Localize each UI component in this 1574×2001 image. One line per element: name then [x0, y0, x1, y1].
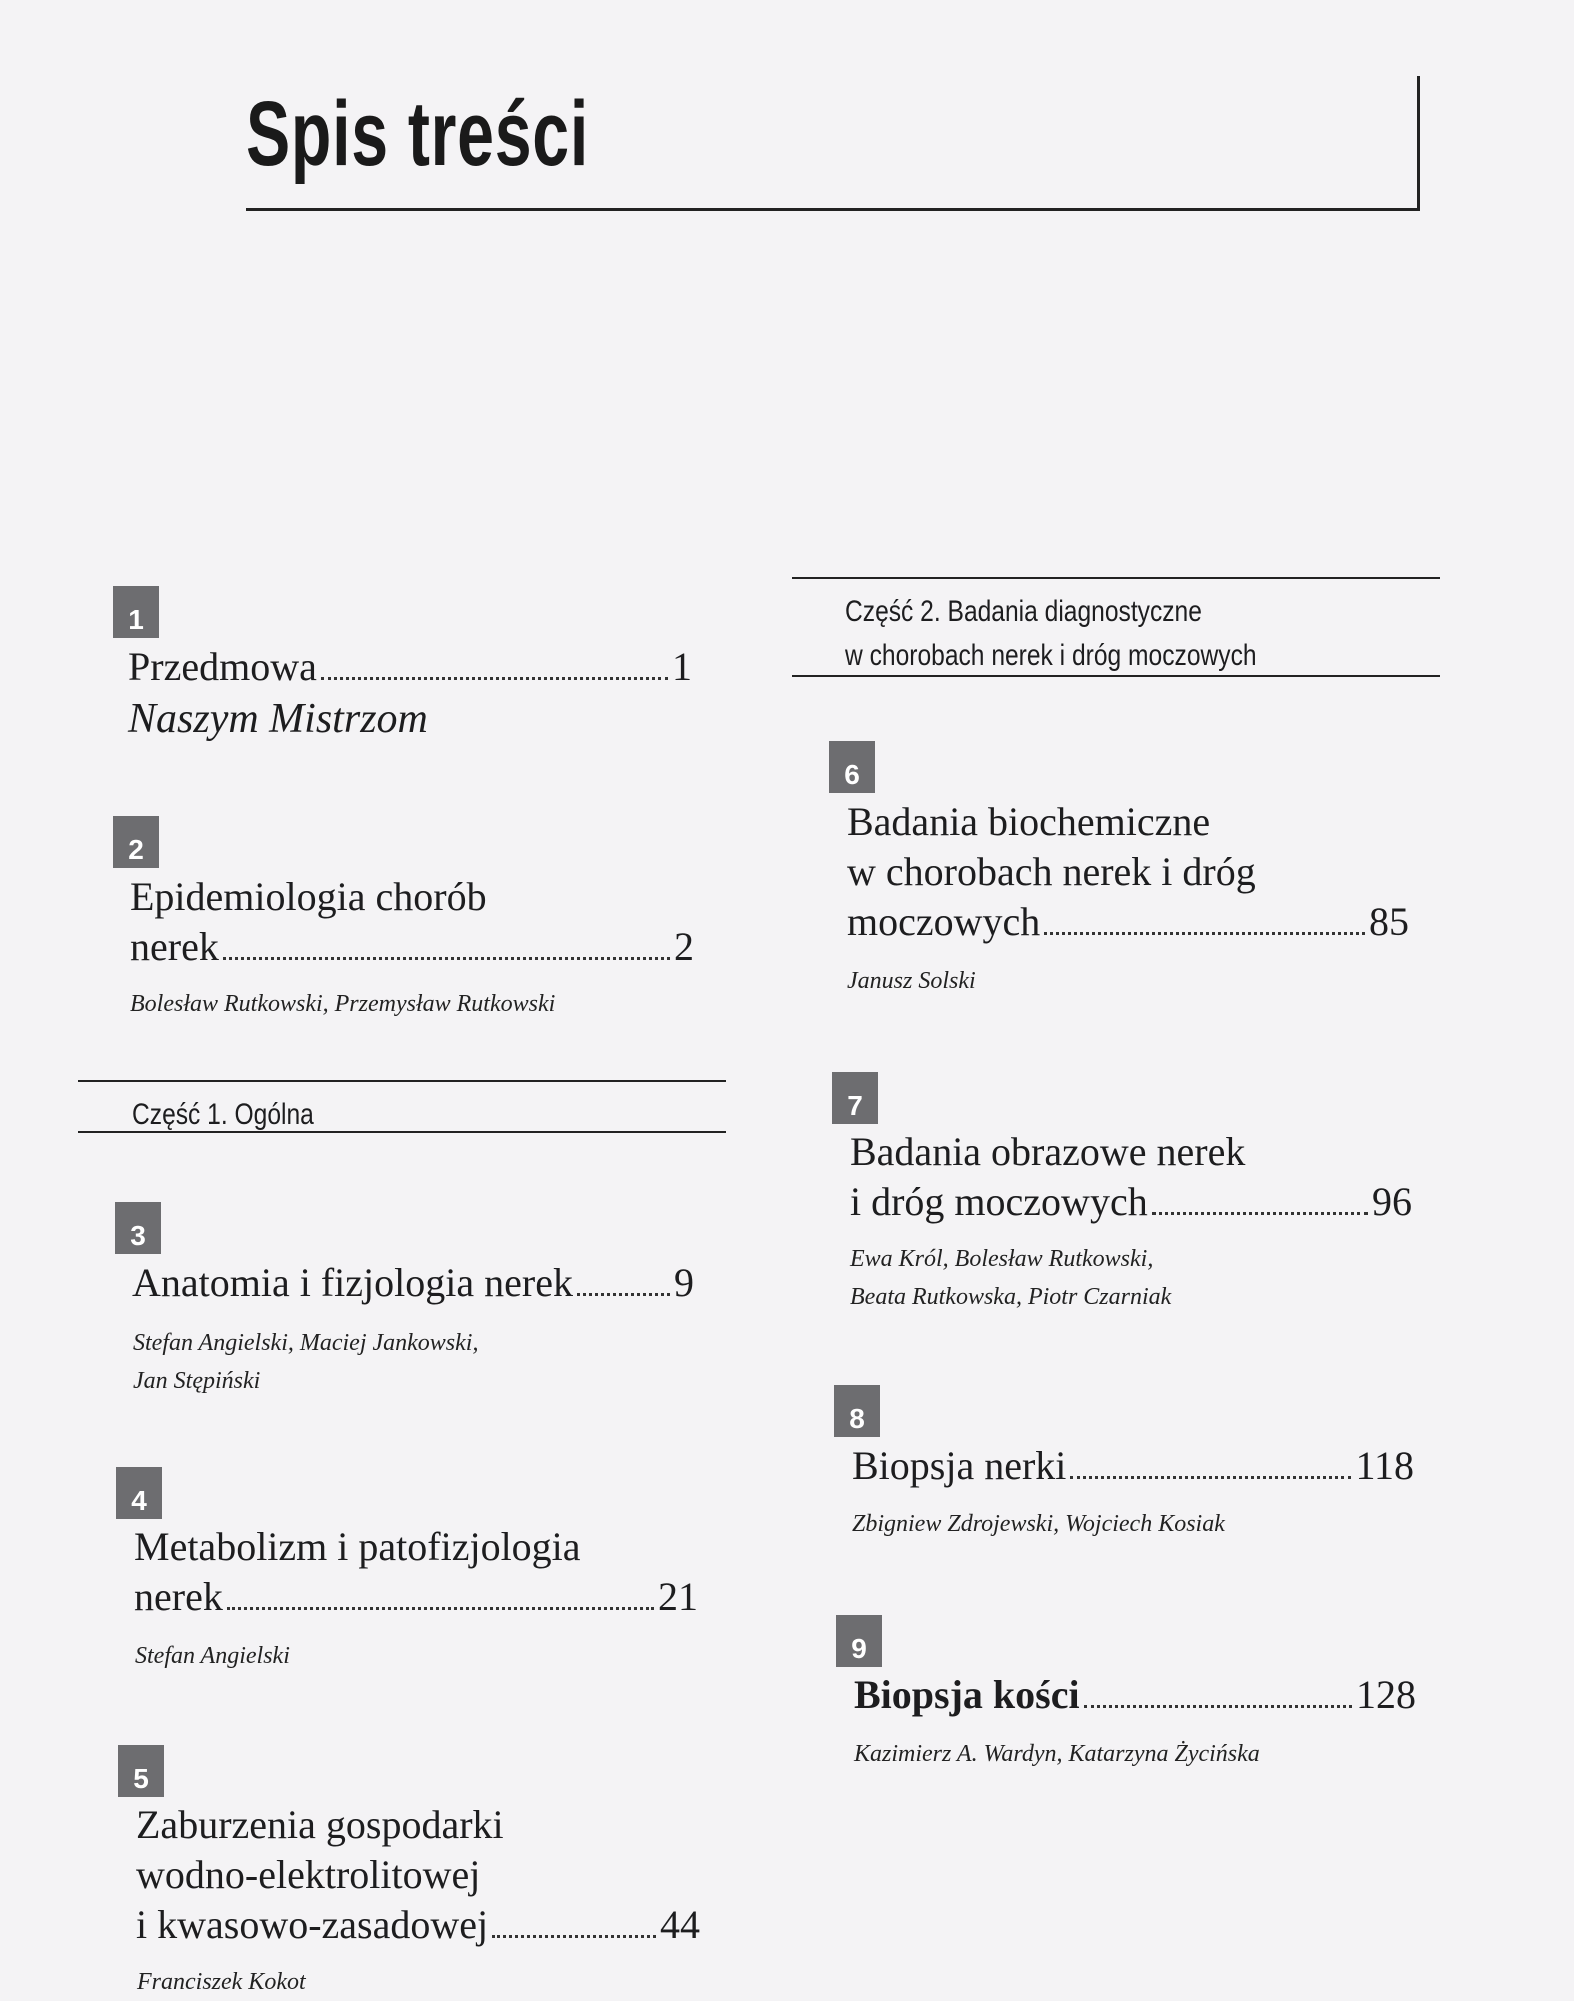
part-rule-bottom [78, 1131, 726, 1133]
chapter-title[interactable] [130, 872, 694, 972]
chapter-number-box: 5 [118, 1745, 164, 1797]
page-number: 118 [1355, 1443, 1414, 1488]
dot-leader [321, 677, 668, 680]
part-rule-top [792, 577, 1440, 579]
chapter-title-line: nerek [134, 1574, 223, 1619]
chapter-title[interactable] [132, 1258, 694, 1308]
dot-leader [1044, 932, 1365, 935]
chapter-title-line: i kwasowo-zasadowej [136, 1902, 489, 1947]
page-number: 85 [1369, 899, 1409, 944]
dot-leader [227, 1607, 654, 1610]
part-heading: Część 2. Badania diagnostyczne w chorobach nerek i dróg moczowych [845, 595, 1257, 672]
chapter-title-line: Metabolizm i patofizjologia [134, 1524, 581, 1569]
chapter-title-line: Badania obrazowe nerek [850, 1129, 1246, 1174]
chapter-title-line: Biopsja kości [854, 1672, 1080, 1717]
page-number: 44 [660, 1902, 700, 1947]
chapter-number-box: 9 [836, 1615, 882, 1667]
chapter-title[interactable] [128, 642, 692, 692]
chapter-title[interactable] [852, 1441, 1414, 1491]
dot-leader [223, 957, 670, 960]
chapter-title-line: nerek [130, 924, 219, 969]
chapter-authors: Janusz Solski [847, 968, 976, 994]
chapter-number-box: 6 [829, 741, 875, 793]
part-rule-top [78, 1080, 726, 1082]
chapter-title[interactable] [136, 1800, 700, 1950]
chapter-number-box: 8 [834, 1385, 880, 1437]
page-number: 2 [674, 924, 694, 969]
page-number: 9 [674, 1260, 694, 1305]
chapter-authors: Stefan Angielski, Maciej Jankowski, Jan Stępiński [133, 1330, 479, 1394]
chapter-authors: Bolesław Rutkowski, Przemysław Rutkowski [130, 991, 556, 1017]
dot-leader [1084, 1705, 1352, 1708]
title-vertical-rule [1417, 76, 1420, 211]
chapter-authors: Kazimierz A. Wardyn, Katarzyna Życińska [854, 1741, 1260, 1767]
title-underline [246, 208, 1420, 211]
chapter-title-line: Epidemiologia chorób [130, 874, 487, 919]
dot-leader [577, 1293, 670, 1296]
chapter-title-line: i dróg moczowych [850, 1179, 1148, 1224]
page-number: 21 [658, 1574, 698, 1619]
page-title: Spis treści [246, 83, 589, 185]
part-rule-bottom [792, 675, 1440, 677]
chapter-authors: Ewa Król, Bolesław Rutkowski, Beata Rutkowska, Piotr Czarniak [850, 1246, 1172, 1310]
chapter-title-line: Anatomia i fizjologia nerek [132, 1260, 573, 1305]
chapter-title[interactable] [847, 797, 1409, 947]
chapter-number-box: 2 [113, 816, 159, 868]
page-number: 128 [1356, 1672, 1416, 1717]
dot-leader [492, 1935, 656, 1938]
chapter-number-box: 3 [115, 1202, 161, 1254]
chapter-number-box: 1 [113, 586, 159, 638]
dot-leader [1152, 1212, 1368, 1215]
chapter-title[interactable] [134, 1522, 698, 1622]
chapter-number-box: 7 [832, 1072, 878, 1124]
chapter-subtitle: Naszym Mistrzom [128, 696, 428, 742]
chapter-title-line: Zaburzenia gospodarki [136, 1802, 504, 1847]
chapter-title[interactable] [850, 1127, 1412, 1227]
chapter-title-line: Biopsja nerki [852, 1443, 1067, 1488]
chapter-authors: Franciszek Kokot [137, 1969, 306, 1995]
chapter-title[interactable] [854, 1670, 1416, 1720]
chapter-title-line: w chorobach nerek i dróg [847, 849, 1256, 894]
part-heading: Część 1. Ogólna [132, 1098, 314, 1131]
chapter-title-line: wodno-elektrolitowej [136, 1852, 481, 1897]
chapter-authors: Zbigniew Zdrojewski, Wojciech Kosiak [852, 1511, 1225, 1537]
page-number: 1 [672, 644, 692, 689]
dot-leader [1070, 1476, 1351, 1479]
chapter-title-line: moczowych [847, 899, 1041, 944]
page-number: 96 [1372, 1179, 1412, 1224]
chapter-title-line: Badania biochemiczne [847, 799, 1211, 844]
chapter-authors: Stefan Angielski [135, 1643, 290, 1669]
chapter-number-box: 4 [116, 1467, 162, 1519]
chapter-title-line: Przedmowa [128, 644, 317, 689]
